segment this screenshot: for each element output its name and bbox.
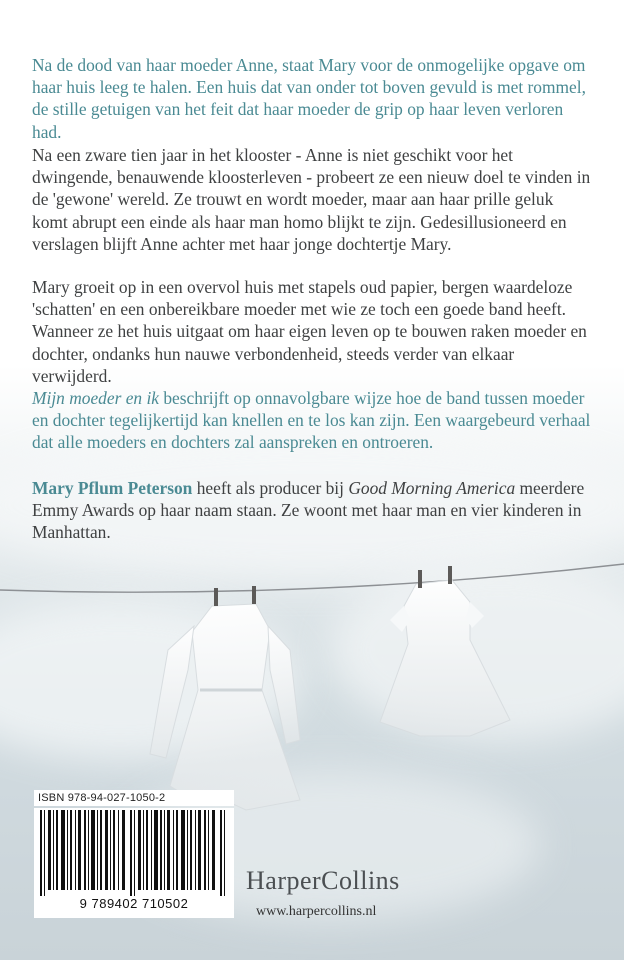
clothespin bbox=[252, 586, 256, 604]
barcode bbox=[38, 810, 230, 896]
isbn-label: ISBN 978-94-027-1050-2 bbox=[34, 790, 234, 806]
publisher-website: www.harpercollins.nl bbox=[256, 904, 377, 919]
author-name: Mary Pflum Peterson bbox=[32, 478, 193, 498]
child-dress bbox=[380, 580, 510, 736]
show-title: Good Morning America bbox=[348, 478, 516, 498]
publisher-logo: HarperCollins bbox=[246, 866, 400, 895]
blurb-paragraph-4 bbox=[32, 387, 592, 454]
clothespin bbox=[448, 566, 452, 584]
author-bio-text-end: meerdere Emmy Awards op haar naam staan. Ze woont met haar man en vier kinderen in Manhattan. bbox=[32, 478, 585, 543]
blurb-paragraph-1: Na de dood van haar moeder Anne, staat Mary voor de onmogelijke opgave om haar huis leeg te halen. Een huis dat van onder tot boven gevuld is met rommel, de stille getuigen van het feit dat haar moeder de grip op haar leven verloren had. bbox=[32, 55, 586, 142]
author-bio-text: heeft als producer bij bbox=[192, 478, 349, 498]
barcode-digits: 9 789402 710502 bbox=[34, 896, 234, 915]
author-bio bbox=[32, 477, 592, 544]
blurb-paragraph-2: Na een zware tien jaar in het klooster - Anne is niet geschikt voor het dwingende, benauwende kloosterleven - probeert ze een nieuw doel te vinden in de 'gewone' wereld. Ze trouwt en wordt moeder, maar aan haar prille geluk komt abrupt een einde als haar man homo blijkt te zijn. Gedesillusioneerd en verslagen blijft Anne achter met haar jonge dochtertje Mary. bbox=[32, 145, 591, 254]
blurb-paragraph-4-text: beschrijft op onnavolgbare wijze hoe de band tussen moeder en dochter tegelijkertijd kan knellen en te los kan zijn. Een waargebeurd verhaal dat alle moeders en dochters zal aanspreken en ontroeren. bbox=[32, 388, 591, 453]
book-title: Mijn moeder en ik bbox=[32, 388, 160, 408]
clothespin bbox=[418, 570, 422, 588]
clothesline bbox=[0, 564, 624, 592]
clothespin bbox=[214, 588, 218, 606]
blurb-paragraph-3: Mary groeit op in een overvol huis met stapels oud papier, bergen waardeloze 'schatten' en een onbereikbare moeder met wie ze toch een goede band heeft. Wanneer ze het huis uitgaat om haar eigen leven op te bouwen raken moeder en dochter, ondanks hun nauwe verbondenheid, steeds verder van elkaar verwijderd. bbox=[32, 277, 587, 386]
